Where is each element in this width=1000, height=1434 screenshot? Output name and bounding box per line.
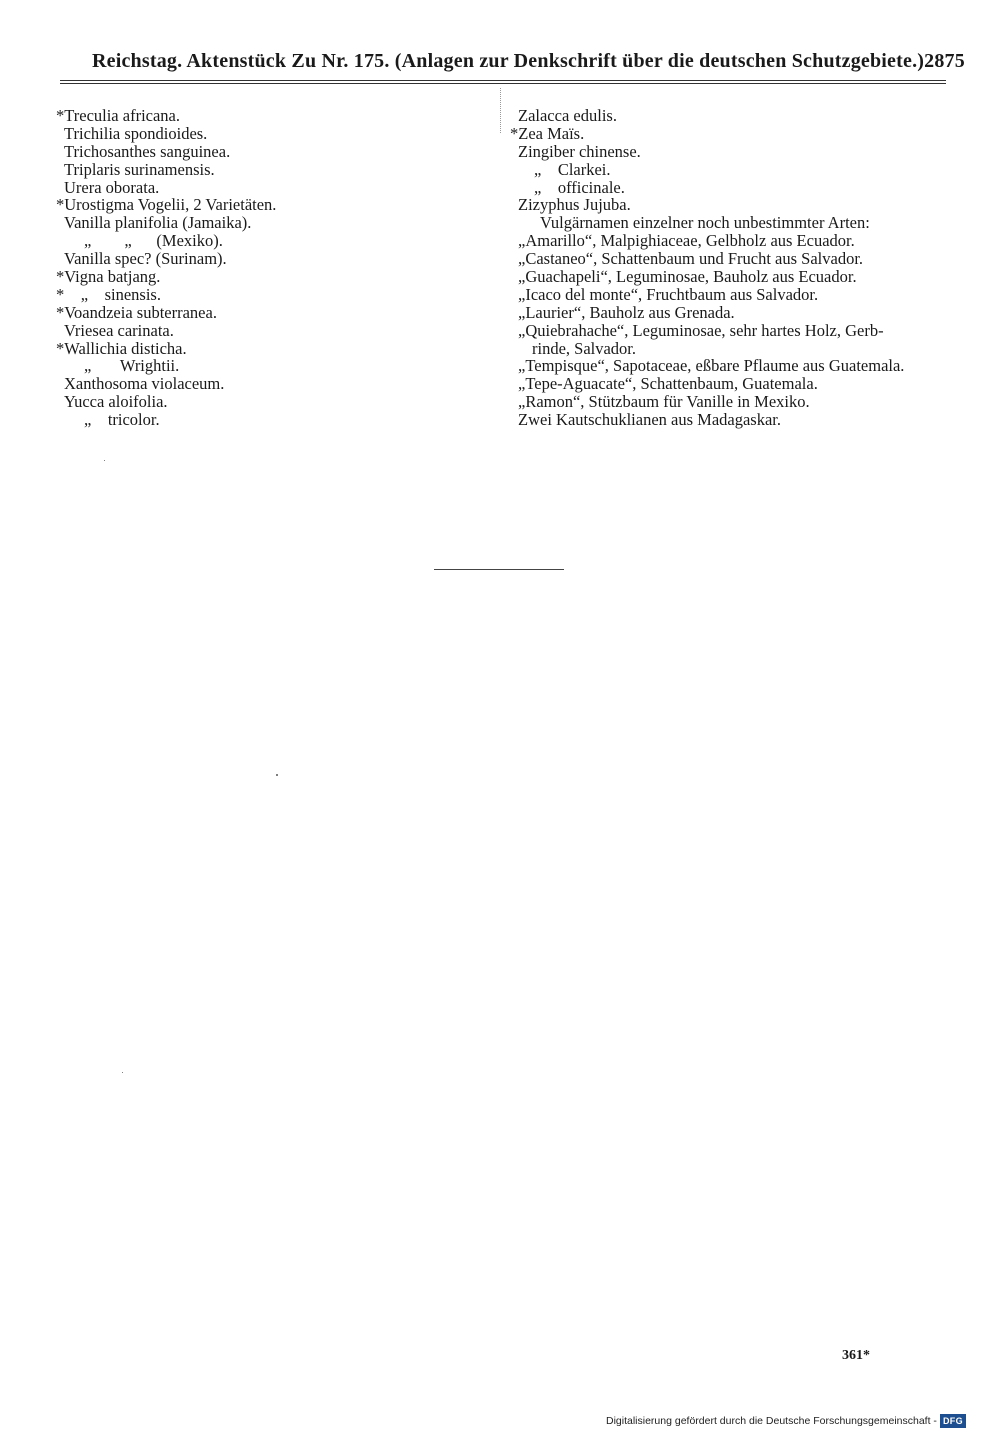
list-item: Yucca aloifolia. [64, 392, 168, 412]
print-speck [276, 774, 278, 776]
running-title: Reichstag. Aktenstück Zu Nr. 175. (Anlagen zur Denkschrift über die deutschen Schutzgebiete.) [92, 50, 925, 72]
list-item: Zwei Kautschuklianen aus Madagaskar. [518, 410, 782, 430]
list-item: *Urostigma Vogelii, 2 Varietäten. [56, 195, 277, 215]
list-item: Urera oborata. [64, 177, 160, 197]
list-item: Zizyphus Jujuba. [518, 195, 631, 215]
list-item: Trichosanthes sanguinea. [64, 141, 231, 161]
print-speck [122, 1072, 123, 1073]
list-item: „Ramon“, Stützbaum für Vanille in Mexiko. [518, 392, 810, 412]
list-item: Zingiber chinense. [518, 141, 641, 161]
list-item: *Zea Maïs. [510, 123, 585, 143]
list-item: „Guachapeli“, Leguminosae, Bauholz aus Ecuador. [518, 267, 857, 287]
page-header [92, 50, 965, 80]
left-column [56, 107, 486, 429]
list-item: Trichilia spondioides. [64, 123, 208, 143]
right-column [510, 107, 950, 429]
list-item: *Vigna batjang. [56, 267, 161, 287]
list-item: „Laurier“, Bauholz aus Grenada. [518, 302, 735, 322]
page-number: 2875 [924, 50, 965, 72]
list-item: Triplaris surinamensis. [64, 159, 215, 179]
list-item: * „ sinensis. [56, 284, 161, 304]
list-item: *Wallichia disticha. [56, 338, 187, 358]
footer-text: Digitalisierung gefördert durch die Deutsche Forschungsgemeinschaft - [606, 1415, 937, 1427]
header-rule-second [60, 83, 946, 84]
list-item: „ Clarkei. [534, 159, 611, 179]
list-item: Zalacca edulis. [518, 106, 617, 125]
list-item: „Tepe-Aguacate“, Schattenbaum, Guatemala. [518, 374, 818, 394]
column-divider [500, 88, 501, 133]
print-speck [104, 460, 105, 461]
list-item: *Voandzeia subterranea. [56, 302, 217, 322]
list-item: „ tricolor. [84, 410, 160, 430]
list-item-continuation: rinde, Salvador. [532, 338, 637, 358]
digitization-footer [606, 1413, 966, 1429]
signature-mark: 361* [842, 1348, 870, 1363]
list-item: „Amarillo“, Malpighiaceae, Gelbholz aus Ecuador. [518, 231, 855, 251]
list-item: Xanthosoma violaceum. [64, 374, 225, 394]
list-item: „ „ (Mexiko). [84, 231, 223, 251]
list-item: „ Wrightii. [84, 356, 180, 376]
section-heading: Vulgärnamen einzelner noch unbestimmter Arten: [540, 213, 870, 233]
list-item: „Castaneo“, Schattenbaum und Frucht aus Salvador. [518, 249, 864, 269]
list-item: Vanilla spec? (Surinam). [64, 249, 227, 269]
section-separator [434, 569, 564, 570]
list-item: „Icaco del monte“, Fruchtbaum aus Salvador. [518, 284, 819, 304]
header-rule [60, 80, 946, 81]
list-item: Vanilla planifolia (Jamaika). [64, 213, 252, 233]
list-item: Vriesea carinata. [64, 320, 174, 340]
list-item: „Tempisque“, Sapotaceae, eßbare Pflaume aus Guatemala. [518, 356, 905, 376]
list-item: „Quiebrahache“, Leguminosae, sehr hartes Holz, Gerb- [518, 320, 884, 340]
list-item: „ officinale. [534, 177, 625, 197]
list-item: *Treculia africana. [56, 106, 180, 125]
dfg-logo[interactable]: DFG [940, 1414, 966, 1428]
